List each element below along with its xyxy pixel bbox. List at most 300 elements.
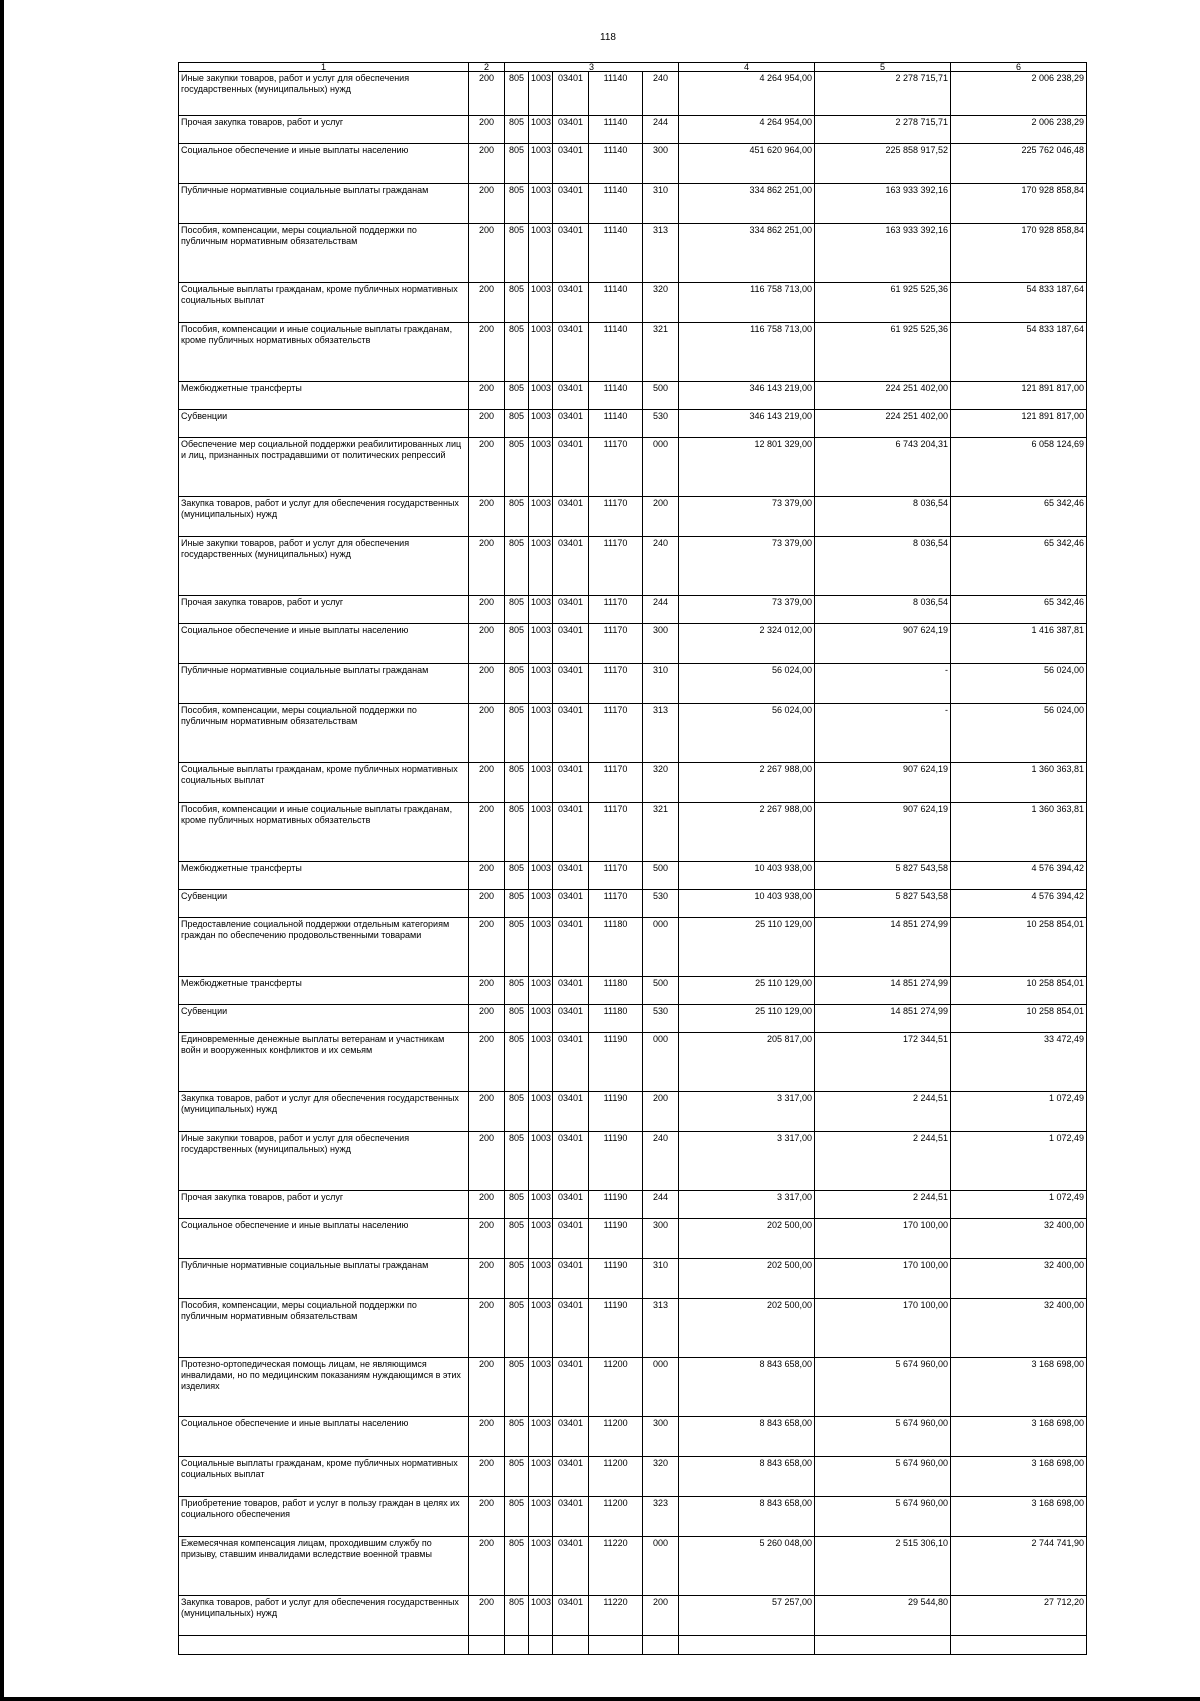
section-code-cell: 1003 bbox=[529, 497, 553, 537]
direction-code-cell: 11200 bbox=[589, 1457, 643, 1497]
executed-amount-cell: 907 624,19 bbox=[815, 624, 951, 664]
table-row bbox=[179, 763, 1087, 803]
section-code-cell: 1003 bbox=[529, 1497, 553, 1537]
direction-code-cell: 11190 bbox=[589, 1033, 643, 1092]
grbs-code-cell: 805 bbox=[505, 977, 529, 1005]
executed-amount-cell: 163 933 392,16 bbox=[815, 224, 951, 283]
expense-type-code-cell: 310 bbox=[643, 184, 679, 224]
executed-amount-cell: 225 858 917,52 bbox=[815, 144, 951, 184]
admin-code-cell: 200 bbox=[469, 1417, 505, 1457]
table-row bbox=[179, 596, 1087, 624]
executed-amount-cell: 5 674 960,00 bbox=[815, 1497, 951, 1537]
grbs-code-cell: 805 bbox=[505, 1005, 529, 1033]
section-code-cell: 1003 bbox=[529, 1596, 553, 1636]
admin-code-cell: 200 bbox=[469, 1299, 505, 1358]
executed-amount-cell: 5 827 543,58 bbox=[815, 862, 951, 890]
expense-type-code-cell: 310 bbox=[643, 664, 679, 704]
program-code-cell: 03401 bbox=[553, 1191, 589, 1219]
column-header-4: 4 bbox=[679, 63, 815, 72]
section-code-cell: 1003 bbox=[529, 1132, 553, 1191]
expense-type-code-cell: 200 bbox=[643, 497, 679, 537]
unexecuted-amount-cell: 65 342,46 bbox=[951, 596, 1087, 624]
table-row bbox=[179, 803, 1087, 862]
unexecuted-amount-cell: 1 360 363,81 bbox=[951, 763, 1087, 803]
expense-type-code-cell: 320 bbox=[643, 763, 679, 803]
direction-code-cell: 11170 bbox=[589, 537, 643, 596]
table-row bbox=[179, 438, 1087, 497]
program-code-cell: 03401 bbox=[553, 664, 589, 704]
direction-code-cell: 11140 bbox=[589, 323, 643, 382]
executed-amount-cell: 5 674 960,00 bbox=[815, 1417, 951, 1457]
expense-type-code-cell: 320 bbox=[643, 1457, 679, 1497]
grbs-code-cell: 805 bbox=[505, 438, 529, 497]
admin-code-cell: 200 bbox=[469, 116, 505, 144]
direction-code-cell: 11180 bbox=[589, 1005, 643, 1033]
admin-code-cell: 200 bbox=[469, 144, 505, 184]
executed-amount-cell: 5 674 960,00 bbox=[815, 1457, 951, 1497]
row-name-cell: Социальное обеспечение и иные выплаты населению bbox=[179, 1219, 469, 1259]
empty-cell bbox=[679, 1636, 815, 1655]
row-name-cell: Ежемесячная компенсация лицам, проходившим службу по призыву, ставшим инвалидами вследствие военной травмы bbox=[179, 1537, 469, 1596]
approved-amount-cell: 8 843 658,00 bbox=[679, 1417, 815, 1457]
empty-cell bbox=[179, 1636, 469, 1655]
table-row bbox=[179, 704, 1087, 763]
program-code-cell: 03401 bbox=[553, 1497, 589, 1537]
section-code-cell: 1003 bbox=[529, 890, 553, 918]
unexecuted-amount-cell: 1 072,49 bbox=[951, 1092, 1087, 1132]
expense-type-code-cell: 530 bbox=[643, 410, 679, 438]
scan-edge-bottom bbox=[0, 1697, 1200, 1701]
section-code-cell: 1003 bbox=[529, 1358, 553, 1417]
approved-amount-cell: 451 620 964,00 bbox=[679, 144, 815, 184]
expense-type-code-cell: 313 bbox=[643, 224, 679, 283]
admin-code-cell: 200 bbox=[469, 1457, 505, 1497]
program-code-cell: 03401 bbox=[553, 438, 589, 497]
direction-code-cell: 11140 bbox=[589, 382, 643, 410]
unexecuted-amount-cell: 32 400,00 bbox=[951, 1259, 1087, 1299]
section-code-cell: 1003 bbox=[529, 72, 553, 116]
admin-code-cell: 200 bbox=[469, 184, 505, 224]
expense-type-code-cell: 323 bbox=[643, 1497, 679, 1537]
direction-code-cell: 11180 bbox=[589, 977, 643, 1005]
executed-amount-cell: 163 933 392,16 bbox=[815, 184, 951, 224]
executed-amount-cell: 8 036,54 bbox=[815, 537, 951, 596]
direction-code-cell: 11170 bbox=[589, 704, 643, 763]
direction-code-cell: 11140 bbox=[589, 283, 643, 323]
executed-amount-cell: 5 674 960,00 bbox=[815, 1358, 951, 1417]
admin-code-cell: 200 bbox=[469, 537, 505, 596]
section-code-cell: 1003 bbox=[529, 283, 553, 323]
unexecuted-amount-cell: 32 400,00 bbox=[951, 1219, 1087, 1259]
table-row bbox=[179, 918, 1087, 977]
approved-amount-cell: 2 267 988,00 bbox=[679, 803, 815, 862]
direction-code-cell: 11190 bbox=[589, 1191, 643, 1219]
grbs-code-cell: 805 bbox=[505, 537, 529, 596]
grbs-code-cell: 805 bbox=[505, 1259, 529, 1299]
grbs-code-cell: 805 bbox=[505, 763, 529, 803]
program-code-cell: 03401 bbox=[553, 1596, 589, 1636]
program-code-cell: 03401 bbox=[553, 763, 589, 803]
expense-type-code-cell: 500 bbox=[643, 382, 679, 410]
row-name-cell: Социальные выплаты гражданам, кроме публичных нормативных социальных выплат bbox=[179, 763, 469, 803]
unexecuted-amount-cell: 54 833 187,64 bbox=[951, 323, 1087, 382]
executed-amount-cell: 170 100,00 bbox=[815, 1299, 951, 1358]
unexecuted-amount-cell: 2 006 238,29 bbox=[951, 116, 1087, 144]
grbs-code-cell: 805 bbox=[505, 1219, 529, 1259]
row-name-cell: Субвенции bbox=[179, 890, 469, 918]
program-code-cell: 03401 bbox=[553, 323, 589, 382]
grbs-code-cell: 805 bbox=[505, 1092, 529, 1132]
table-row bbox=[179, 224, 1087, 283]
unexecuted-amount-cell: 170 928 858,84 bbox=[951, 184, 1087, 224]
approved-amount-cell: 205 817,00 bbox=[679, 1033, 815, 1092]
program-code-cell: 03401 bbox=[553, 1417, 589, 1457]
approved-amount-cell: 73 379,00 bbox=[679, 537, 815, 596]
row-name-cell: Социальное обеспечение и иные выплаты населению bbox=[179, 624, 469, 664]
approved-amount-cell: 5 260 048,00 bbox=[679, 1537, 815, 1596]
row-name-cell: Межбюджетные трансферты bbox=[179, 382, 469, 410]
table-row bbox=[179, 1417, 1087, 1457]
executed-amount-cell: 61 925 525,36 bbox=[815, 323, 951, 382]
unexecuted-amount-cell: 1 072,49 bbox=[951, 1132, 1087, 1191]
row-name-cell: Пособия, компенсации и иные социальные выплаты гражданам, кроме публичных нормативных обязательств bbox=[179, 323, 469, 382]
admin-code-cell: 200 bbox=[469, 1132, 505, 1191]
column-header-row bbox=[179, 63, 1087, 72]
expense-type-code-cell: 000 bbox=[643, 438, 679, 497]
section-code-cell: 1003 bbox=[529, 184, 553, 224]
approved-amount-cell: 73 379,00 bbox=[679, 596, 815, 624]
section-code-cell: 1003 bbox=[529, 323, 553, 382]
expense-type-code-cell: 240 bbox=[643, 1132, 679, 1191]
expense-type-code-cell: 000 bbox=[643, 1537, 679, 1596]
grbs-code-cell: 805 bbox=[505, 1191, 529, 1219]
expense-type-code-cell: 313 bbox=[643, 704, 679, 763]
executed-amount-cell: 2 244,51 bbox=[815, 1092, 951, 1132]
admin-code-cell: 200 bbox=[469, 596, 505, 624]
table-row bbox=[179, 977, 1087, 1005]
admin-code-cell: 200 bbox=[469, 323, 505, 382]
expense-type-code-cell: 244 bbox=[643, 116, 679, 144]
admin-code-cell: 200 bbox=[469, 72, 505, 116]
program-code-cell: 03401 bbox=[553, 596, 589, 624]
executed-amount-cell: 14 851 274,99 bbox=[815, 1005, 951, 1033]
unexecuted-amount-cell: 54 833 187,64 bbox=[951, 283, 1087, 323]
table-row bbox=[179, 283, 1087, 323]
expense-type-code-cell: 530 bbox=[643, 1005, 679, 1033]
unexecuted-amount-cell: 170 928 858,84 bbox=[951, 224, 1087, 283]
scan-edge-left bbox=[0, 0, 4, 1701]
section-code-cell: 1003 bbox=[529, 1417, 553, 1457]
section-code-cell: 1003 bbox=[529, 1033, 553, 1092]
section-code-cell: 1003 bbox=[529, 382, 553, 410]
grbs-code-cell: 805 bbox=[505, 1537, 529, 1596]
unexecuted-amount-cell: 1 416 387,81 bbox=[951, 624, 1087, 664]
approved-amount-cell: 25 110 129,00 bbox=[679, 1005, 815, 1033]
expense-type-code-cell: 200 bbox=[643, 1596, 679, 1636]
executed-amount-cell: 14 851 274,99 bbox=[815, 977, 951, 1005]
grbs-code-cell: 805 bbox=[505, 1132, 529, 1191]
direction-code-cell: 11170 bbox=[589, 497, 643, 537]
table-row bbox=[179, 1219, 1087, 1259]
table-row bbox=[179, 1358, 1087, 1417]
executed-amount-cell: 170 100,00 bbox=[815, 1259, 951, 1299]
empty-cell bbox=[643, 1636, 679, 1655]
admin-code-cell: 200 bbox=[469, 1191, 505, 1219]
unexecuted-amount-cell: 33 472,49 bbox=[951, 1033, 1087, 1092]
direction-code-cell: 11140 bbox=[589, 116, 643, 144]
direction-code-cell: 11170 bbox=[589, 624, 643, 664]
row-name-cell: Иные закупки товаров, работ и услуг для обеспечения государственных (муниципальных) нужд bbox=[179, 72, 469, 116]
program-code-cell: 03401 bbox=[553, 537, 589, 596]
table-row bbox=[179, 624, 1087, 664]
grbs-code-cell: 805 bbox=[505, 1299, 529, 1358]
unexecuted-amount-cell: 1 072,49 bbox=[951, 1191, 1087, 1219]
admin-code-cell: 200 bbox=[469, 410, 505, 438]
table-row bbox=[179, 1132, 1087, 1191]
admin-code-cell: 200 bbox=[469, 624, 505, 664]
section-code-cell: 1003 bbox=[529, 1191, 553, 1219]
unexecuted-amount-cell: 65 342,46 bbox=[951, 537, 1087, 596]
direction-code-cell: 11190 bbox=[589, 1219, 643, 1259]
column-header-2: 2 bbox=[469, 63, 505, 72]
executed-amount-cell: 2 244,51 bbox=[815, 1132, 951, 1191]
unexecuted-amount-cell: 6 058 124,69 bbox=[951, 438, 1087, 497]
program-code-cell: 03401 bbox=[553, 862, 589, 890]
column-header-5: 5 bbox=[815, 63, 951, 72]
table-row bbox=[179, 323, 1087, 382]
table-row bbox=[179, 410, 1087, 438]
executed-amount-cell: 170 100,00 bbox=[815, 1219, 951, 1259]
expense-type-code-cell: 200 bbox=[643, 1092, 679, 1132]
row-name-cell: Закупка товаров, работ и услуг для обеспечения государственных (муниципальных) нужд bbox=[179, 1596, 469, 1636]
unexecuted-amount-cell: 2 744 741,90 bbox=[951, 1537, 1087, 1596]
unexecuted-amount-cell: 121 891 817,00 bbox=[951, 382, 1087, 410]
table-row bbox=[179, 890, 1087, 918]
program-code-cell: 03401 bbox=[553, 624, 589, 664]
approved-amount-cell: 8 843 658,00 bbox=[679, 1497, 815, 1537]
admin-code-cell: 200 bbox=[469, 1358, 505, 1417]
section-code-cell: 1003 bbox=[529, 224, 553, 283]
executed-amount-cell: 61 925 525,36 bbox=[815, 283, 951, 323]
row-name-cell: Субвенции bbox=[179, 1005, 469, 1033]
row-name-cell: Приобретение товаров, работ и услуг в пользу граждан в целях их социального обеспечения bbox=[179, 1497, 469, 1537]
executed-amount-cell: 224 251 402,00 bbox=[815, 410, 951, 438]
grbs-code-cell: 805 bbox=[505, 1417, 529, 1457]
program-code-cell: 03401 bbox=[553, 1358, 589, 1417]
admin-code-cell: 200 bbox=[469, 1092, 505, 1132]
section-code-cell: 1003 bbox=[529, 438, 553, 497]
approved-amount-cell: 10 403 938,00 bbox=[679, 890, 815, 918]
table-body bbox=[179, 63, 1087, 1655]
expense-type-code-cell: 244 bbox=[643, 596, 679, 624]
program-code-cell: 03401 bbox=[553, 410, 589, 438]
section-code-cell: 1003 bbox=[529, 1537, 553, 1596]
admin-code-cell: 200 bbox=[469, 803, 505, 862]
grbs-code-cell: 805 bbox=[505, 1358, 529, 1417]
grbs-code-cell: 805 bbox=[505, 1497, 529, 1537]
grbs-code-cell: 805 bbox=[505, 323, 529, 382]
approved-amount-cell: 25 110 129,00 bbox=[679, 977, 815, 1005]
section-code-cell: 1003 bbox=[529, 918, 553, 977]
approved-amount-cell: 25 110 129,00 bbox=[679, 918, 815, 977]
approved-amount-cell: 8 843 658,00 bbox=[679, 1457, 815, 1497]
section-code-cell: 1003 bbox=[529, 1219, 553, 1259]
approved-amount-cell: 56 024,00 bbox=[679, 704, 815, 763]
unexecuted-amount-cell: 4 576 394,42 bbox=[951, 890, 1087, 918]
direction-code-cell: 11190 bbox=[589, 1132, 643, 1191]
row-name-cell: Субвенции bbox=[179, 410, 469, 438]
row-name-cell: Пособия, компенсации, меры социальной поддержки по публичным нормативным обязательствам bbox=[179, 704, 469, 763]
direction-code-cell: 11140 bbox=[589, 72, 643, 116]
executed-amount-cell: 2 515 306,10 bbox=[815, 1537, 951, 1596]
unexecuted-amount-cell: 3 168 698,00 bbox=[951, 1358, 1087, 1417]
program-code-cell: 03401 bbox=[553, 1299, 589, 1358]
table-row bbox=[179, 1457, 1087, 1497]
expense-type-code-cell: 313 bbox=[643, 1299, 679, 1358]
program-code-cell: 03401 bbox=[553, 283, 589, 323]
section-code-cell: 1003 bbox=[529, 116, 553, 144]
approved-amount-cell: 57 257,00 bbox=[679, 1596, 815, 1636]
unexecuted-amount-cell: 56 024,00 bbox=[951, 664, 1087, 704]
table-row bbox=[179, 1596, 1087, 1636]
row-name-cell: Публичные нормативные социальные выплаты гражданам bbox=[179, 1259, 469, 1299]
unexecuted-amount-cell: 4 576 394,42 bbox=[951, 862, 1087, 890]
row-name-cell: Иные закупки товаров, работ и услуг для обеспечения государственных (муниципальных) нужд bbox=[179, 1132, 469, 1191]
empty-cell bbox=[529, 1636, 553, 1655]
table-row bbox=[179, 144, 1087, 184]
row-name-cell: Предоставление социальной поддержки отдельным категориям граждан по обеспечению продовольственными товарами bbox=[179, 918, 469, 977]
approved-amount-cell: 8 843 658,00 bbox=[679, 1358, 815, 1417]
table-row bbox=[179, 1497, 1087, 1537]
approved-amount-cell: 116 758 713,00 bbox=[679, 323, 815, 382]
executed-amount-cell: 907 624,19 bbox=[815, 763, 951, 803]
admin-code-cell: 200 bbox=[469, 862, 505, 890]
grbs-code-cell: 805 bbox=[505, 704, 529, 763]
section-code-cell: 1003 bbox=[529, 1457, 553, 1497]
expense-type-code-cell: 310 bbox=[643, 1259, 679, 1299]
direction-code-cell: 11190 bbox=[589, 1259, 643, 1299]
unexecuted-amount-cell: 65 342,46 bbox=[951, 497, 1087, 537]
unexecuted-amount-cell: 3 168 698,00 bbox=[951, 1497, 1087, 1537]
expense-type-code-cell: 300 bbox=[643, 624, 679, 664]
executed-amount-cell: 172 344,51 bbox=[815, 1033, 951, 1092]
expense-type-code-cell: 240 bbox=[643, 537, 679, 596]
admin-code-cell: 200 bbox=[469, 283, 505, 323]
approved-amount-cell: 4 264 954,00 bbox=[679, 72, 815, 116]
approved-amount-cell: 10 403 938,00 bbox=[679, 862, 815, 890]
direction-code-cell: 11170 bbox=[589, 664, 643, 704]
empty-cell bbox=[505, 1636, 529, 1655]
admin-code-cell: 200 bbox=[469, 438, 505, 497]
direction-code-cell: 11200 bbox=[589, 1417, 643, 1457]
row-name-cell: Прочая закупка товаров, работ и услуг bbox=[179, 116, 469, 144]
direction-code-cell: 11170 bbox=[589, 438, 643, 497]
table-row bbox=[179, 1005, 1087, 1033]
admin-code-cell: 200 bbox=[469, 1259, 505, 1299]
program-code-cell: 03401 bbox=[553, 1219, 589, 1259]
empty-cell bbox=[589, 1636, 643, 1655]
program-code-cell: 03401 bbox=[553, 890, 589, 918]
grbs-code-cell: 805 bbox=[505, 283, 529, 323]
page-number: 118 bbox=[600, 32, 616, 43]
program-code-cell: 03401 bbox=[553, 224, 589, 283]
section-code-cell: 1003 bbox=[529, 704, 553, 763]
row-name-cell: Прочая закупка товаров, работ и услуг bbox=[179, 1191, 469, 1219]
direction-code-cell: 11140 bbox=[589, 184, 643, 224]
row-name-cell: Обеспечение мер социальной поддержки реабилитированных лиц и лиц, признанных пострадавшими от политических репрессий bbox=[179, 438, 469, 497]
approved-amount-cell: 3 317,00 bbox=[679, 1191, 815, 1219]
approved-amount-cell: 56 024,00 bbox=[679, 664, 815, 704]
approved-amount-cell: 202 500,00 bbox=[679, 1259, 815, 1299]
table-row bbox=[179, 116, 1087, 144]
admin-code-cell: 200 bbox=[469, 918, 505, 977]
grbs-code-cell: 805 bbox=[505, 1033, 529, 1092]
row-name-cell: Протезно-ортопедическая помощь лицам, не являющимся инвалидами, но по медицинским показаниям нуждающимся в этих изделиях bbox=[179, 1358, 469, 1417]
program-code-cell: 03401 bbox=[553, 1457, 589, 1497]
section-code-cell: 1003 bbox=[529, 1092, 553, 1132]
admin-code-cell: 200 bbox=[469, 704, 505, 763]
grbs-code-cell: 805 bbox=[505, 224, 529, 283]
program-code-cell: 03401 bbox=[553, 116, 589, 144]
approved-amount-cell: 346 143 219,00 bbox=[679, 382, 815, 410]
direction-code-cell: 11200 bbox=[589, 1497, 643, 1537]
program-code-cell: 03401 bbox=[553, 1537, 589, 1596]
row-name-cell: Закупка товаров, работ и услуг для обеспечения государственных (муниципальных) нужд bbox=[179, 1092, 469, 1132]
approved-amount-cell: 3 317,00 bbox=[679, 1092, 815, 1132]
row-name-cell: Прочая закупка товаров, работ и услуг bbox=[179, 596, 469, 624]
unexecuted-amount-cell: 10 258 854,01 bbox=[951, 1005, 1087, 1033]
table-row bbox=[179, 862, 1087, 890]
column-header-6: 6 bbox=[951, 63, 1087, 72]
table-bottom-spacer bbox=[179, 1636, 1087, 1655]
admin-code-cell: 200 bbox=[469, 1033, 505, 1092]
grbs-code-cell: 805 bbox=[505, 382, 529, 410]
empty-cell bbox=[951, 1636, 1087, 1655]
expense-type-code-cell: 500 bbox=[643, 977, 679, 1005]
program-code-cell: 03401 bbox=[553, 144, 589, 184]
grbs-code-cell: 805 bbox=[505, 116, 529, 144]
executed-amount-cell: 907 624,19 bbox=[815, 803, 951, 862]
expense-type-code-cell: 300 bbox=[643, 144, 679, 184]
unexecuted-amount-cell: 1 360 363,81 bbox=[951, 803, 1087, 862]
section-code-cell: 1003 bbox=[529, 596, 553, 624]
section-code-cell: 1003 bbox=[529, 1299, 553, 1358]
grbs-code-cell: 805 bbox=[505, 890, 529, 918]
table-row bbox=[179, 1191, 1087, 1219]
row-name-cell: Пособия, компенсации, меры социальной поддержки по публичным нормативным обязательствам bbox=[179, 1299, 469, 1358]
expense-type-code-cell: 530 bbox=[643, 890, 679, 918]
expense-type-code-cell: 300 bbox=[643, 1219, 679, 1259]
row-name-cell: Пособия, компенсации, меры социальной поддержки по публичным нормативным обязательствам bbox=[179, 224, 469, 283]
row-name-cell: Социальное обеспечение и иные выплаты населению bbox=[179, 144, 469, 184]
admin-code-cell: 200 bbox=[469, 1596, 505, 1636]
executed-amount-cell: 5 827 543,58 bbox=[815, 890, 951, 918]
executed-amount-cell: 2 244,51 bbox=[815, 1191, 951, 1219]
program-code-cell: 03401 bbox=[553, 803, 589, 862]
direction-code-cell: 11170 bbox=[589, 763, 643, 803]
expense-type-code-cell: 244 bbox=[643, 1191, 679, 1219]
expense-type-code-cell: 000 bbox=[643, 1358, 679, 1417]
direction-code-cell: 11170 bbox=[589, 862, 643, 890]
section-code-cell: 1003 bbox=[529, 862, 553, 890]
direction-code-cell: 11140 bbox=[589, 224, 643, 283]
executed-amount-cell: 2 278 715,71 bbox=[815, 72, 951, 116]
executed-amount-cell: 14 851 274,99 bbox=[815, 918, 951, 977]
section-code-cell: 1003 bbox=[529, 624, 553, 664]
grbs-code-cell: 805 bbox=[505, 410, 529, 438]
executed-amount-cell: - bbox=[815, 664, 951, 704]
approved-amount-cell: 116 758 713,00 bbox=[679, 283, 815, 323]
